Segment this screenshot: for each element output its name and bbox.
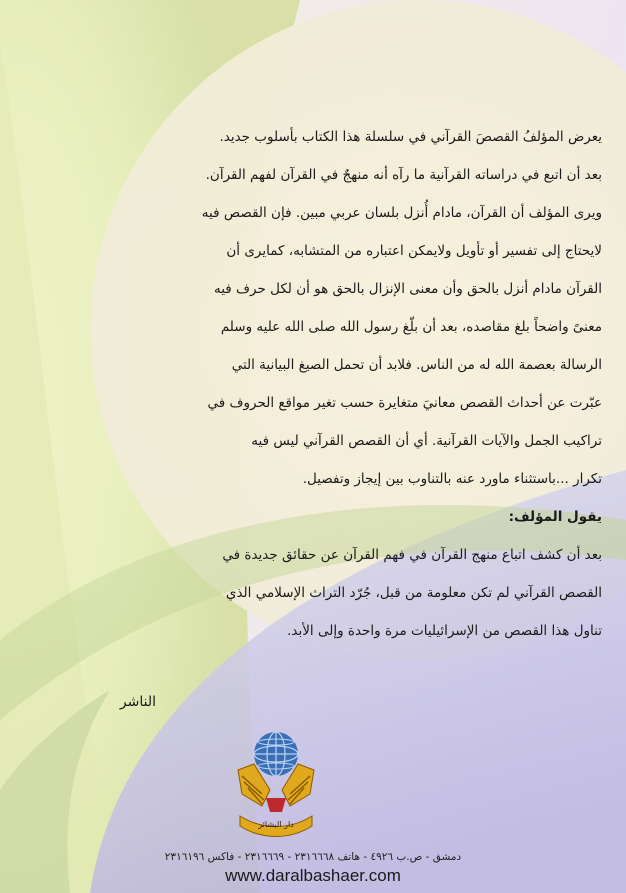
paragraph-line: عبّرت عن أحداث القصص معانيَ متغايرة حسب تغير مواقع الحروف في	[207, 395, 602, 411]
quote-line: القصص القرآني لم تكن معلومة من قبل، جُرّد التراث الإسلامي الذي	[225, 585, 602, 601]
globe-icon	[254, 732, 298, 776]
paragraph-line: تراكيب الجمل والآيات القرآنية. أي أن القصص القرآني ليس فيه	[251, 433, 602, 449]
quote-line: بعد أن كشف اتباع منهج القرآن في فهم القرآن عن حقائق جديدة في	[222, 547, 602, 563]
logo-label: دار البشائر	[258, 820, 294, 829]
quote-line: تناول هذا القصص من الإسرائيليات مرة واحدة وإلى الأبد.	[287, 623, 602, 639]
footer-url: www.daralbashaer.com	[225, 866, 401, 885]
paragraph-line: تكرار ...باستثناء ماورد عنه بالتناوب بين إيجاز وتفصيل.	[302, 471, 602, 487]
paragraph-line: بعد أن اتبع في دراساته القرآنية ما رآه أنه منهجٌ في القرآن لفهم القرآن.	[205, 167, 602, 183]
paragraph-line: لايحتاج إلى تفسير أو تأويل ولايمكن اعتباره من المتشابه، كمايرى أن	[226, 243, 602, 259]
publisher-signature: الناشر	[119, 694, 156, 710]
footer-address: دمشق - ص.ب ٤٩٢٦ - هاتف ٢٣١٦٦٦٨ - ٢٣١٦٦٦٩ - فاكس ٢٣١٦١٩٦	[164, 851, 462, 863]
description-text	[82, 118, 602, 650]
publisher-logo	[232, 720, 320, 840]
paragraph-line: القرآن مادام أنزل بالحق وأن معنى الإنزال بالحق هو أن لكل حرف فيه	[213, 281, 602, 297]
author-heading: يقول المؤلف:	[508, 509, 602, 525]
paragraph-line: معنىً واضحاً بلغ مقاصده، بعد أن بلّغ رسول الله صلى الله عليه وسلم	[220, 319, 602, 335]
paragraph-line: الرسالة بعصمة الله له من الناس. فلابد أن تحمل الصيغ البيانية التي	[231, 357, 602, 373]
paragraph-line: ويرى المؤلف أن القرآن، مادام أُنزل بلسان عربي مبين. فإن القصص فيه	[201, 205, 602, 221]
paragraph-line: يعرض المؤلفُ القصصَ القرآني في سلسلة هذا الكتاب بأسلوب جديد.	[219, 129, 602, 145]
logo-banner	[240, 816, 312, 837]
